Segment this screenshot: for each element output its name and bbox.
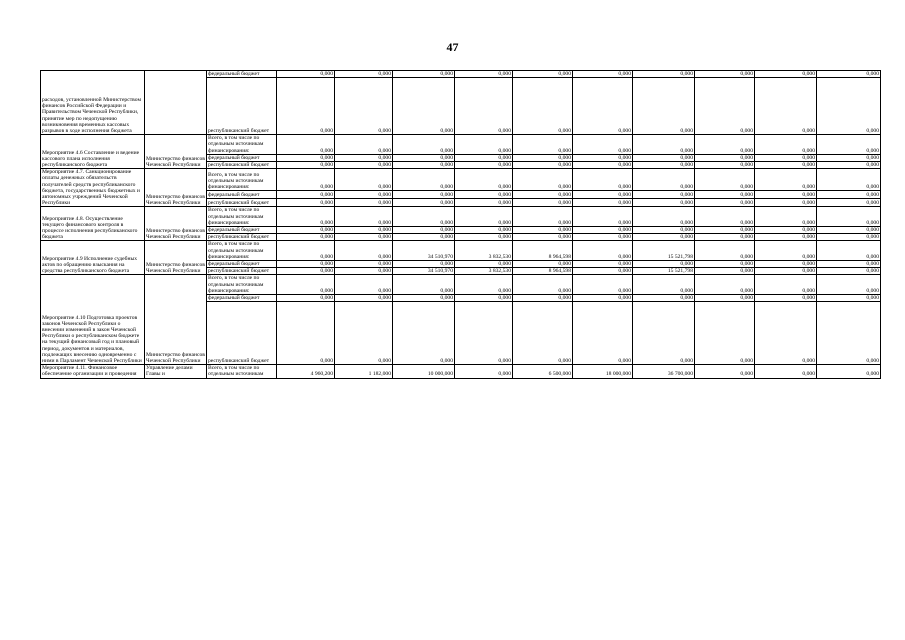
amount-cell: 0,000 <box>633 199 695 207</box>
amount-cell: 0,000 <box>455 199 513 207</box>
amount-cell: 4 960,200 <box>277 365 335 378</box>
amount-cell: 0,000 <box>633 302 695 365</box>
amount-cell: 3 832,530 <box>455 268 513 275</box>
amount-cell: 0,000 <box>393 261 455 268</box>
executor-cell: Министерство финансов Чеченской Республики <box>145 275 207 365</box>
amount-cell: 0,000 <box>455 207 513 227</box>
amount-cell: 0,000 <box>455 275 513 295</box>
amount-cell: 0,000 <box>335 199 393 207</box>
funding-source-cell: федеральный бюджет <box>207 191 277 199</box>
amount-cell: 0,000 <box>513 207 573 227</box>
table-row <box>41 365 881 378</box>
amount-cell: 0,000 <box>455 78 513 135</box>
measure-cell: Мероприятие 4.9 Исполнение судебных актов по обращению взыскания на средства республиканского бюджета <box>41 241 145 275</box>
amount-cell: 0,000 <box>573 78 633 135</box>
amount-cell: 0,000 <box>277 227 335 234</box>
amount-cell: 0,000 <box>817 302 881 365</box>
amount-cell: 0,000 <box>573 227 633 234</box>
amount-cell: 0,000 <box>455 295 513 302</box>
amount-cell: 0,000 <box>393 234 455 241</box>
amount-cell: 0,000 <box>817 135 881 155</box>
amount-cell: 0,000 <box>455 154 513 161</box>
amount-cell: 0,000 <box>277 78 335 135</box>
amount-cell: 6 500,000 <box>513 365 573 378</box>
amount-cell: 0,000 <box>817 261 881 268</box>
amount-cell: 0,000 <box>455 302 513 365</box>
amount-cell: 0,000 <box>755 162 817 169</box>
funding-source-cell: республиканский бюджет <box>207 268 277 275</box>
amount-cell: 0,000 <box>277 169 335 191</box>
amount-cell: 0,000 <box>817 207 881 227</box>
page-number: 47 <box>446 40 459 54</box>
amount-cell: 0,000 <box>513 295 573 302</box>
funding-source-cell: Всего, в том числе по отдельным источникам финансирования: <box>207 169 277 191</box>
amount-cell: 0,000 <box>335 261 393 268</box>
amount-cell: 0,000 <box>755 275 817 295</box>
amount-cell: 1 182,000 <box>335 365 393 378</box>
amount-cell: 0,000 <box>393 275 455 295</box>
amount-cell: 0,000 <box>335 78 393 135</box>
amount-cell: 0,000 <box>393 302 455 365</box>
amount-cell: 0,000 <box>817 191 881 199</box>
amount-cell: 0,000 <box>755 191 817 199</box>
measure-cell: Мероприятие 4.6 Составление и ведение кассового плана исполнения республиканского бюджета <box>41 135 145 169</box>
amount-cell: 0,000 <box>513 261 573 268</box>
amount-cell: 0,000 <box>513 78 573 135</box>
amount-cell: 0,000 <box>573 275 633 295</box>
amount-cell: 0,000 <box>755 199 817 207</box>
amount-cell: 0,000 <box>277 199 335 207</box>
measure-cell: Мероприятие 4.11. Финансовое обеспечение организации и проведения <box>41 365 145 378</box>
amount-cell: 0,000 <box>695 268 755 275</box>
amount-cell: 0,000 <box>573 268 633 275</box>
amount-cell: 0,000 <box>633 295 695 302</box>
amount-cell: 0,000 <box>633 154 695 161</box>
amount-cell: 0,000 <box>277 241 335 261</box>
amount-cell: 0,000 <box>695 365 755 378</box>
amount-cell: 0,000 <box>335 241 393 261</box>
amount-cell: 0,000 <box>695 241 755 261</box>
amount-cell: 0,000 <box>335 227 393 234</box>
amount-cell: 0,000 <box>633 207 695 227</box>
amount-cell: 0,000 <box>277 154 335 161</box>
amount-cell: 0,000 <box>513 191 573 199</box>
amount-cell: 0,000 <box>573 169 633 191</box>
amount-cell: 0,000 <box>755 154 817 161</box>
funding-source-cell: федеральный бюджет <box>207 261 277 268</box>
amount-cell: 0,000 <box>633 234 695 241</box>
amount-cell: 0,000 <box>817 268 881 275</box>
amount-cell: 0,000 <box>513 71 573 78</box>
amount-cell: 0,000 <box>755 295 817 302</box>
amount-cell: 0,000 <box>513 199 573 207</box>
amount-cell: 0,000 <box>277 135 335 155</box>
amount-cell: 0,000 <box>695 275 755 295</box>
funding-source-cell: Всего, в том числе по отдельным источникам <box>207 365 277 378</box>
amount-cell: 0,000 <box>755 169 817 191</box>
amount-cell: 0,000 <box>455 191 513 199</box>
amount-cell: 0,000 <box>755 234 817 241</box>
amount-cell: 0,000 <box>573 261 633 268</box>
amount-cell: 0,000 <box>633 71 695 78</box>
amount-cell: 0,000 <box>817 275 881 295</box>
measure-cell: расходов, установленной Министерством финансов Российской Федерации и Правительством Чеченской Республики, принятие мер по недопущению возникновения временных кассовых разрывов в ходе исполнения бюджета <box>41 71 145 135</box>
funding-source-cell: республиканский бюджет <box>207 78 277 135</box>
executor-cell: Министерство финансов Чеченской Республики <box>145 169 207 207</box>
amount-cell: 0,000 <box>455 234 513 241</box>
amount-cell: 0,000 <box>335 268 393 275</box>
amount-cell: 0,000 <box>633 78 695 135</box>
amount-cell: 0,000 <box>335 191 393 199</box>
amount-cell: 0,000 <box>455 71 513 78</box>
amount-cell: 0,000 <box>817 199 881 207</box>
amount-cell: 10 000,000 <box>393 365 455 378</box>
amount-cell: 0,000 <box>817 71 881 78</box>
amount-cell: 0,000 <box>393 162 455 169</box>
amount-cell: 0,000 <box>335 135 393 155</box>
table-row <box>41 241 881 261</box>
amount-cell: 18 000,000 <box>573 365 633 378</box>
amount-cell: 0,000 <box>277 162 335 169</box>
amount-cell: 3 832,530 <box>455 241 513 261</box>
amount-cell: 0,000 <box>633 169 695 191</box>
amount-cell: 0,000 <box>335 154 393 161</box>
funding-source-cell: республиканский бюджет <box>207 162 277 169</box>
amount-cell: 0,000 <box>455 169 513 191</box>
amount-cell: 0,000 <box>393 154 455 161</box>
amount-cell: 0,000 <box>755 207 817 227</box>
amount-cell: 0,000 <box>695 71 755 78</box>
amount-cell: 0,000 <box>755 268 817 275</box>
amount-cell: 0,000 <box>633 261 695 268</box>
amount-cell: 0,000 <box>755 365 817 378</box>
amount-cell: 0,000 <box>455 227 513 234</box>
amount-cell: 0,000 <box>277 71 335 78</box>
funding-source-cell: республиканский бюджет <box>207 199 277 207</box>
amount-cell: 0,000 <box>277 302 335 365</box>
amount-cell: 0,000 <box>755 227 817 234</box>
funding-source-cell: Всего, в том числе по отдельным источникам финансирования: <box>207 135 277 155</box>
amount-cell: 15 521,798 <box>633 241 695 261</box>
amount-cell: 0,000 <box>335 234 393 241</box>
amount-cell: 0,000 <box>455 261 513 268</box>
amount-cell: 0,000 <box>573 234 633 241</box>
amount-cell: 0,000 <box>513 154 573 161</box>
executor-cell: Управление делами Главы и <box>145 365 207 378</box>
amount-cell: 0,000 <box>695 154 755 161</box>
amount-cell: 0,000 <box>335 169 393 191</box>
budget-table <box>40 70 881 379</box>
table-row <box>41 169 881 191</box>
amount-cell: 0,000 <box>573 295 633 302</box>
amount-cell: 0,000 <box>455 135 513 155</box>
amount-cell: 0,000 <box>817 169 881 191</box>
amount-cell: 0,000 <box>393 191 455 199</box>
amount-cell: 0,000 <box>513 169 573 191</box>
amount-cell: 0,000 <box>335 275 393 295</box>
amount-cell: 0,000 <box>393 78 455 135</box>
amount-cell: 0,000 <box>573 302 633 365</box>
amount-cell: 0,000 <box>335 207 393 227</box>
amount-cell: 0,000 <box>277 295 335 302</box>
amount-cell: 0,000 <box>695 295 755 302</box>
amount-cell: 0,000 <box>695 162 755 169</box>
measure-cell: Мероприятие 4.7. Санкционирование оплаты денежных обязательств получателей средств республиканского бюджета, государственных бюджетных и автономных учреждений Чеченской Республики <box>41 169 145 207</box>
amount-cell: 0,000 <box>573 154 633 161</box>
executor-cell: Министерство финансов Чеченской Республики <box>145 135 207 169</box>
funding-source-cell: республиканский бюджет <box>207 302 277 365</box>
amount-cell: 0,000 <box>817 234 881 241</box>
table-row <box>41 71 881 78</box>
amount-cell: 0,000 <box>277 261 335 268</box>
amount-cell: 0,000 <box>455 162 513 169</box>
amount-cell: 0,000 <box>513 234 573 241</box>
amount-cell: 0,000 <box>513 135 573 155</box>
amount-cell: 0,000 <box>513 227 573 234</box>
amount-cell: 0,000 <box>573 199 633 207</box>
amount-cell: 0,000 <box>695 234 755 241</box>
amount-cell: 0,000 <box>695 169 755 191</box>
amount-cell: 0,000 <box>755 261 817 268</box>
amount-cell: 0,000 <box>393 199 455 207</box>
amount-cell: 0,000 <box>335 295 393 302</box>
amount-cell: 0,000 <box>277 207 335 227</box>
amount-cell: 0,000 <box>695 207 755 227</box>
amount-cell: 15 521,798 <box>633 268 695 275</box>
amount-cell: 0,000 <box>633 135 695 155</box>
amount-cell: 0,000 <box>335 71 393 78</box>
table-row <box>41 275 881 295</box>
amount-cell: 0,000 <box>573 207 633 227</box>
amount-cell: 0,000 <box>755 302 817 365</box>
amount-cell: 0,000 <box>573 191 633 199</box>
amount-cell: 0,000 <box>695 199 755 207</box>
funding-source-cell: Всего, в том числе по отдельным источникам финансирования: <box>207 275 277 295</box>
amount-cell: 0,000 <box>633 191 695 199</box>
amount-cell: 0,000 <box>573 241 633 261</box>
amount-cell: 0,000 <box>695 227 755 234</box>
executor-cell: Министерство финансов Чеченской Республики <box>145 207 207 241</box>
amount-cell: 0,000 <box>277 191 335 199</box>
amount-cell: 0,000 <box>393 227 455 234</box>
funding-source-cell: федеральный бюджет <box>207 295 277 302</box>
amount-cell: 0,000 <box>695 261 755 268</box>
amount-cell: 0,000 <box>755 78 817 135</box>
amount-cell: 0,000 <box>817 154 881 161</box>
amount-cell: 0,000 <box>695 191 755 199</box>
amount-cell: 0,000 <box>573 162 633 169</box>
amount-cell: 34 510,970 <box>393 268 455 275</box>
amount-cell: 0,000 <box>393 295 455 302</box>
executor-cell <box>145 71 207 135</box>
amount-cell: 0,000 <box>817 365 881 378</box>
amount-cell: 0,000 <box>573 71 633 78</box>
measure-cell: Мероприятие 4.8. Осуществление текущего финансового контроля в процессе исполнения республиканского бюджета <box>41 207 145 241</box>
funding-source-cell: федеральный бюджет <box>207 154 277 161</box>
funding-source-cell: Всего, в том числе по отдельным источникам финансирования: <box>207 241 277 261</box>
amount-cell: 0,000 <box>755 71 817 78</box>
amount-cell: 0,000 <box>817 227 881 234</box>
amount-cell: 0,000 <box>513 302 573 365</box>
amount-cell: 36 700,000 <box>633 365 695 378</box>
funding-source-cell: федеральный бюджет <box>207 71 277 78</box>
amount-cell: 0,000 <box>695 78 755 135</box>
amount-cell: 0,000 <box>277 234 335 241</box>
funding-source-cell: республиканский бюджет <box>207 234 277 241</box>
amount-cell: 0,000 <box>633 275 695 295</box>
amount-cell: 0,000 <box>393 169 455 191</box>
amount-cell: 0,000 <box>513 162 573 169</box>
amount-cell: 0,000 <box>277 275 335 295</box>
amount-cell: 0,000 <box>513 275 573 295</box>
amount-cell: 0,000 <box>817 241 881 261</box>
amount-cell: 0,000 <box>277 268 335 275</box>
executor-cell: Министерство финансов Чеченской Республики <box>145 241 207 275</box>
amount-cell: 0,000 <box>755 135 817 155</box>
amount-cell: 8 964,598 <box>513 241 573 261</box>
amount-cell: 0,000 <box>695 302 755 365</box>
amount-cell: 34 510,970 <box>393 241 455 261</box>
amount-cell: 0,000 <box>755 241 817 261</box>
amount-cell: 0,000 <box>393 207 455 227</box>
funding-source-cell: Всего, в том числе по отдельным источникам финансирования: <box>207 207 277 227</box>
funding-source-cell: федеральный бюджет <box>207 227 277 234</box>
measure-cell: Мероприятие 4.10 Подготовка проектов законов Чеченской Республики о внесении изменений в закон Чеченской Республики о республиканском бюджете на текущий финансовый год и плановый период, документов и материалов, подлежащих внесению одновременно с ними в Парламент Чеченской Республики <box>41 275 145 365</box>
amount-cell: 0,000 <box>817 162 881 169</box>
amount-cell: 0,000 <box>335 302 393 365</box>
amount-cell: 0,000 <box>817 295 881 302</box>
amount-cell: 0,000 <box>573 135 633 155</box>
amount-cell: 0,000 <box>817 78 881 135</box>
amount-cell: 0,000 <box>335 162 393 169</box>
table-row <box>41 207 881 227</box>
amount-cell: 0,000 <box>695 135 755 155</box>
amount-cell: 0,000 <box>633 227 695 234</box>
amount-cell: 8 964,598 <box>513 268 573 275</box>
table-row <box>41 135 881 155</box>
amount-cell: 0,000 <box>393 71 455 78</box>
amount-cell: 0,000 <box>455 365 513 378</box>
amount-cell: 0,000 <box>393 135 455 155</box>
amount-cell: 0,000 <box>633 162 695 169</box>
